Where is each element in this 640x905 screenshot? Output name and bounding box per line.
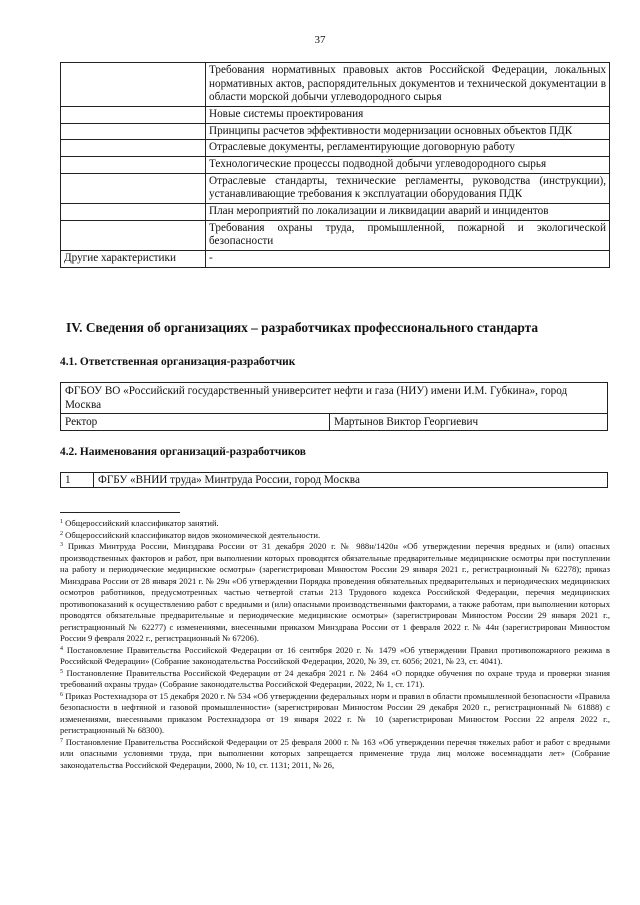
footnote-mark: 3 xyxy=(60,542,63,549)
footnote-mark: 1 xyxy=(60,519,63,525)
table-row xyxy=(61,140,610,157)
knowledge-item: Отраслевые документы, регламентирующие договорную работу xyxy=(206,140,610,157)
knowledge-item: Требования нормативных правовых актов Российской Федерации, локальных нормативных актов, распорядительных документов и технической документации в области морской добычи углеводородного сырья xyxy=(206,63,610,107)
footnote-text: Постановление Правительства Российской Федерации от 16 сентября 2020 г. № 1479 «Об утверждении Правил противопожарного режима в Российской Федерации» (Собрание законодательства Российской Федерации, 2020, № 39, ст. 6056; 2021, № 23, ст. 4041). xyxy=(60,644,610,667)
knowledge-item: Требования охраны труда, промышленной, пожарной и экологической безопасности xyxy=(206,220,610,250)
knowledge-item: Принципы расчетов эффективности модернизации основных объектов ПДК xyxy=(206,123,610,140)
head-position: Ректор xyxy=(61,414,330,431)
required-knowledge-table xyxy=(60,62,610,268)
knowledge-item: План мероприятий по локализации и ликвидации аварий и инцидентов xyxy=(206,203,610,220)
responsible-organization-table xyxy=(60,382,608,431)
footnote-text: Общероссийский классификатор занятий. xyxy=(65,518,219,528)
row-label-cell xyxy=(61,220,206,250)
row-label-cell xyxy=(61,123,206,140)
row-label-cell xyxy=(61,63,206,107)
knowledge-item: Технологические процессы подводной добычи углеводородного сырья xyxy=(206,156,610,173)
row-number: 1 xyxy=(61,473,94,488)
footnotes xyxy=(60,518,610,771)
developer-organizations-table xyxy=(60,472,608,488)
footnote-mark: 6 xyxy=(60,691,63,698)
table-row xyxy=(61,473,608,488)
row-label-cell xyxy=(61,106,206,123)
table-row xyxy=(61,203,610,220)
head-name: Мартынов Виктор Георгиевич xyxy=(330,414,608,431)
footnote-text: Постановление Правительства Российской Федерации от 24 декабря 2021 г. № 2464 «О порядке обучения по охране труда и проверки знания требований охраны труда» (Собрание законодательства Российской Федерации, 2022, № 1, ст. 171). xyxy=(60,667,610,690)
footnote-mark: 5 xyxy=(60,668,63,675)
table-row xyxy=(61,220,610,250)
footnote-5 xyxy=(60,668,610,691)
row-label-cell xyxy=(61,156,206,173)
footnote-mark: 7 xyxy=(60,737,63,744)
footnote-2 xyxy=(60,530,610,542)
table-row xyxy=(61,250,610,267)
table-row xyxy=(61,414,608,431)
footnote-text: Общероссийский классификатор видов экономической деятельности. xyxy=(65,529,321,540)
footnote-mark: 2 xyxy=(60,530,63,537)
knowledge-item: Отраслевые стандарты, технические регламенты, руководства (инструкции), устанавливающие требования к эксплуатации оборудования ПДК xyxy=(206,173,610,203)
table-row xyxy=(61,63,610,107)
footnote-text: Постановление Правительства Российской Федерации от 25 февраля 2000 г. № 163 «Об утверждении перечня тяжелых работ и работ с вредными или опасными условиями труда, при выполнении которых запрещается применение труда лиц моложе восемнадцати лет» (Собрание законодательства Российской Федерации, 2000, № 10, ст. 1131; 2011, № 26, xyxy=(60,736,610,770)
footnote-4 xyxy=(60,645,610,668)
footnote-text: Приказ Минтруда России, Минздрава России от 31 декабря 2020 г. № 988н/1420н «Об утверждении перечня вредных и (или) опасных производственных факторов и работ, при выполнении которых проводятся обязательные предварительные медицинские осмотры при поступлении на работу и периодические медицинские осмотры» (зарегистрирован Минюстом России 29 января 2021 г., регистрационный № 62278); приказ Минздрава России от 28 января 2021 г. № 29н «Об утверждении Порядка проведения обязательных предварительных и периодических медицинских осмотров работников, предусмотренных частью четвертой статьи 213 Трудового кодекса Российской Федерации, перечня медицинских противопоказаний к осуществлению работ с вредными и (или) опасными производственными факторами, а также работам, при выполнении которых проводятся обязательные предварительные и периодические медицинские осмотры» (зарегистрирован Минюстом России 29 января 2021 г., регистрационный № 62277) с изменениями, внесенными приказом Минздрава России от 1 февраля 2022 г. № 44н (зарегистрирован Минюстом России 9 февраля 2022 г., регистрационный № 67206). xyxy=(60,541,610,644)
footnote-mark: 4 xyxy=(60,645,63,652)
page-number: 37 xyxy=(314,34,326,46)
required-knowledge-rows xyxy=(61,63,610,268)
row-label-cell xyxy=(61,203,206,220)
table-row xyxy=(61,123,610,140)
row-label-cell xyxy=(61,173,206,203)
other-characteristics-label: Другие характеристики xyxy=(61,250,206,267)
section-title: IV. Сведения об организациях – разработчиках профессионального стандарта xyxy=(66,320,539,335)
organization-name: ФГБОУ ВО «Российский государственный университет нефти и газа (НИУ) имени И.М. Губкина», город Москва xyxy=(61,383,608,414)
footnote-6 xyxy=(60,691,610,737)
table-row xyxy=(61,156,610,173)
footnote-divider xyxy=(60,512,180,513)
subsection-title-responsible: 4.1. Ответственная организация-разработчик xyxy=(60,356,296,368)
footnote-text: Приказ Ростехнадзора от 15 декабря 2020 г. № 534 «Об утверждении федеральных норм и правил в области промышленной безопасности «Правила безопасности в нефтяной и газовой промышленности» (зарегистрирован Минюстом России 29 декабря 2020 г., регистрационный № 61888) с изменениями, внесенными приказом Ростехнадзора от 19 января 2022 г. № 10 (зарегистрирован Минюстом России 22 апреля 2022 г., регистрационный № 68300). xyxy=(60,690,610,736)
subsection-title-developers: 4.2. Наименования организаций-разработчиков xyxy=(60,446,306,458)
footnote-3 xyxy=(60,541,610,645)
table-row xyxy=(61,106,610,123)
other-characteristics-value: - xyxy=(206,250,610,267)
developer-organization-name: ФГБУ «ВНИИ труда» Минтруда России, город Москва xyxy=(94,473,608,488)
table-row xyxy=(61,383,608,414)
footnote-1 xyxy=(60,518,610,530)
table-row xyxy=(61,173,610,203)
row-label-cell xyxy=(61,140,206,157)
knowledge-item: Новые системы проектирования xyxy=(206,106,610,123)
footnote-7 xyxy=(60,737,610,772)
